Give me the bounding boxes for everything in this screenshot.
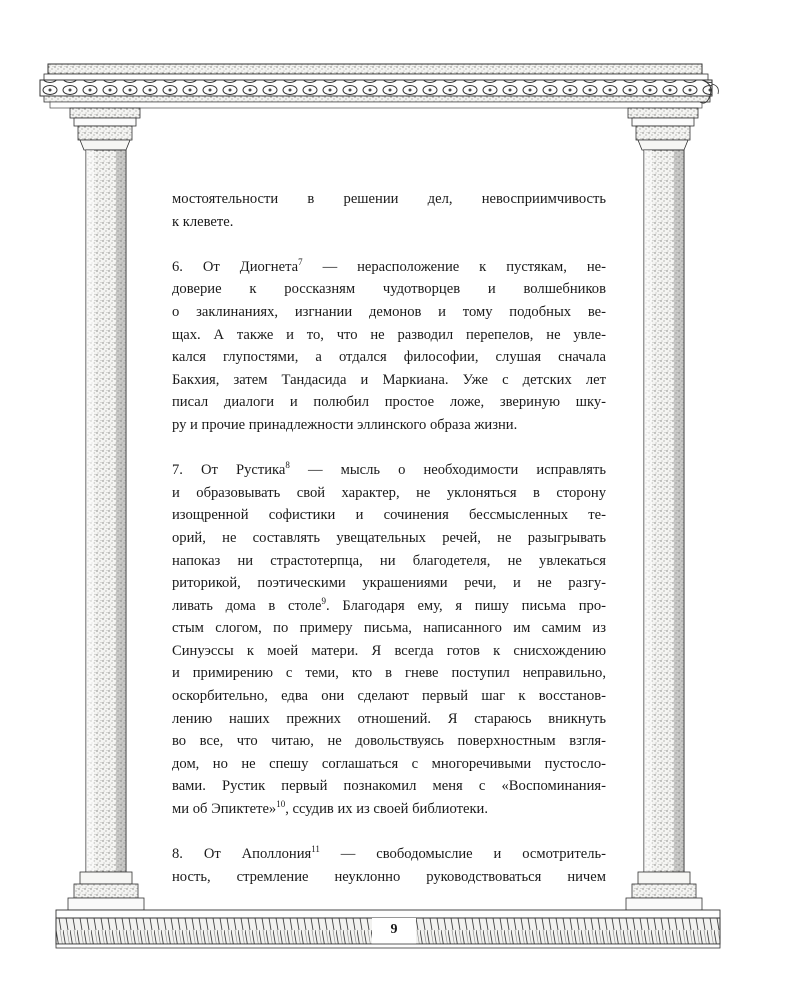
text-line: щах. А также и то, что не разводил перепелов, не увле-: [172, 326, 606, 343]
text-line: стым слогом, по примеру письма, написанного им самим из: [172, 620, 606, 637]
text-line: [172, 798, 606, 821]
left-column: [68, 108, 144, 910]
footnote-ref[interactable]: 7: [298, 256, 303, 267]
paragraph-6: [172, 256, 606, 437]
text-line: изощренной софистики и сочинения бессмысленных те-: [172, 507, 606, 524]
text-line: [172, 459, 606, 482]
footnote-ref[interactable]: 9: [321, 595, 327, 606]
paragraph-1: [172, 188, 606, 233]
text-line: вами. Рустик первый познакомил меня с «Воспоминания-: [172, 778, 606, 795]
text-line: оскорбительно, едва они сделают первый шаг к восстанов-: [172, 688, 606, 705]
text-line: ру и прочие принадлежности эллинского образа жизни.: [172, 416, 518, 433]
text-line: Синуэссы к моей матери. Я всегда готов к снисхождению: [172, 642, 606, 659]
text-line: мостоятельности в решении дел, невосприимчивость: [172, 191, 606, 207]
text-line: ность, стремление неуклонно руководствоваться ничем: [172, 868, 606, 885]
page-number: 9: [390, 922, 398, 937]
text-line: кался глупостями, а отдался философии, слушая сначала: [172, 349, 606, 366]
text-line: Бакхия, затем Тандасида и Маркиана. Уже с детских лет: [172, 371, 606, 388]
text-line: о заклинаниях, изгнании демонов и тому подобных ве-: [172, 303, 606, 320]
text-line: [172, 843, 606, 866]
text-line: к клевете.: [172, 213, 234, 230]
text-line: писал диалоги и полюбил простое ложе, звериную шку-: [172, 394, 606, 411]
text-run: — свободомыслие и осмотритель-: [319, 846, 606, 863]
text-run: — нерасположение к пустякам, не-: [302, 258, 607, 275]
text-run: , ссудив их из своей библиотеки.: [285, 801, 488, 818]
footnote-ref[interactable]: 10: [276, 799, 286, 810]
text-line: риторикой, поэтическими украшениями речи, и не разгу-: [172, 575, 606, 592]
text-line: и примирению с теми, кто в гневе поступил неправильно,: [172, 665, 606, 682]
text-line: во все, что читаю, не довольствуясь поверхностным взгля-: [172, 733, 606, 750]
body-text: [172, 188, 606, 888]
text-line: доверие к россказням чудотворцев и волшебников: [172, 281, 606, 298]
paragraph-8: [172, 843, 606, 888]
text-line: [172, 256, 606, 279]
text-run: . Благодаря ему, я пишу письма про-: [326, 597, 606, 614]
footnote-ref[interactable]: 8: [285, 460, 290, 471]
text-line: дом, но не спешу соглашаться с многоречивыми пустосло-: [172, 755, 606, 772]
text-line: напоказ ни страстотерпца, ни благодетеля, не увлекаться: [172, 552, 606, 569]
text-line: [172, 595, 606, 618]
text-run: ми об Эпиктете»: [172, 801, 277, 818]
text-line: орий, не составлять увещательных речей, не разыгрывать: [172, 529, 606, 546]
text-run: — мысль о необходимости исправлять: [289, 462, 606, 479]
paragraph-lead: 7. От Рустика: [172, 462, 286, 479]
paragraph-lead: 8. От Аполлония: [172, 846, 312, 863]
entablature: [40, 64, 718, 108]
paragraph-lead: 6. От Диогнета: [172, 258, 299, 275]
right-column: [626, 108, 702, 910]
paragraph-7: [172, 459, 606, 821]
text-run: ливать дома в столе: [172, 597, 322, 614]
footnote-ref[interactable]: 11: [311, 844, 320, 855]
text-line: лению наших прежних отношений. Я стараюсь вникнуть: [172, 710, 606, 727]
text-line: и образовывать свой характер, не уклоняться в сторону: [172, 484, 606, 501]
